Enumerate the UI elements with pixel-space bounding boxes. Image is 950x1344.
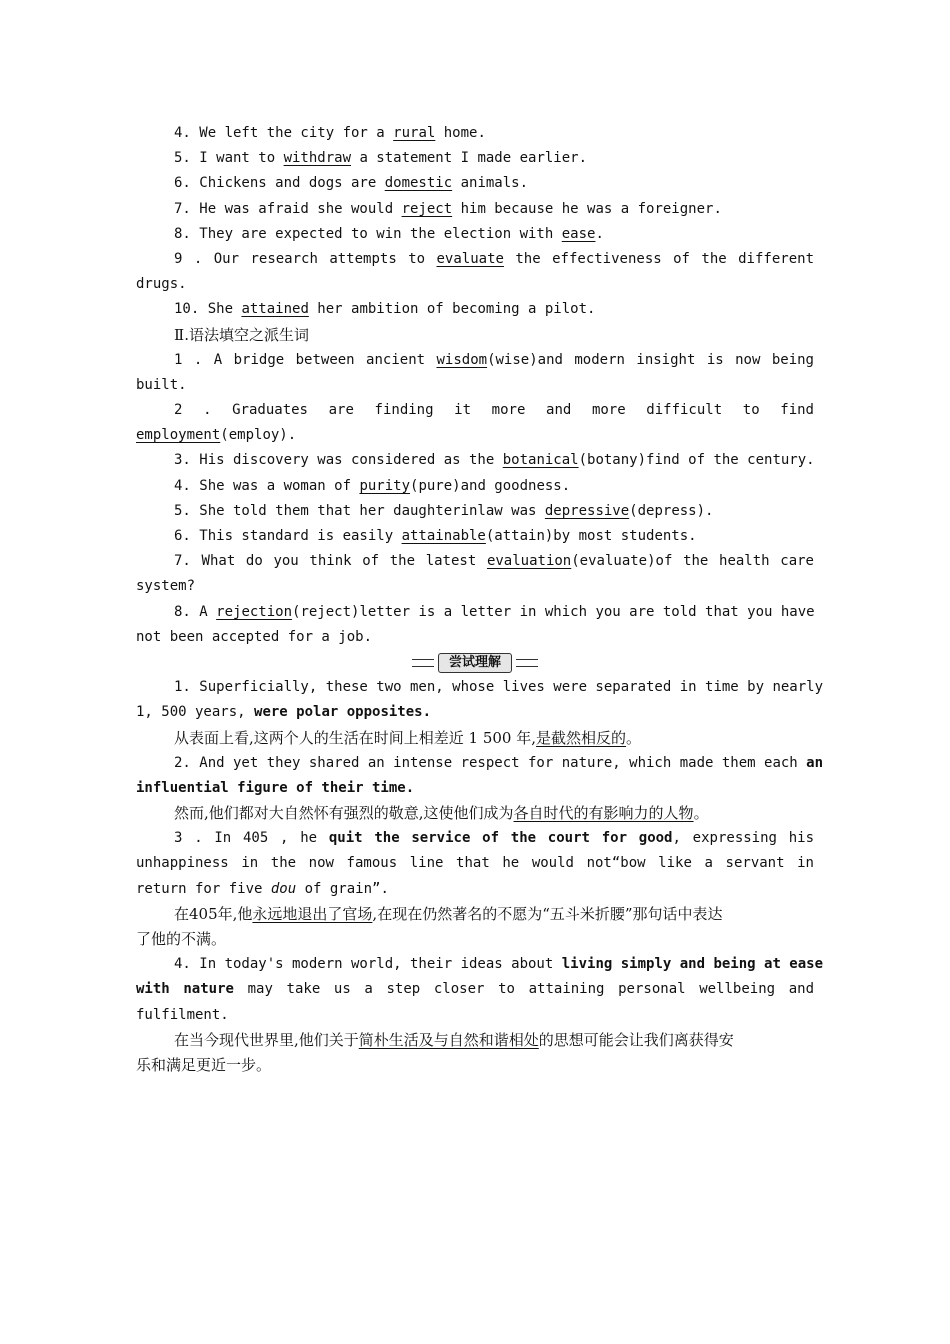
grammar-item: 7. What do you think of the latest evaluation(evaluate)of the health care [174, 553, 814, 570]
section-heading: Ⅱ.语法填空之派生词 [174, 325, 309, 344]
answer: attained [241, 301, 309, 318]
document-page [136, 121, 824, 1078]
vocab-item: 8. They are expected to win the election with ease. [174, 225, 604, 242]
answer: domestic [384, 175, 453, 192]
section-banner [136, 650, 814, 675]
sentence-line: 1, 500 years, were polar opposites. [136, 704, 432, 721]
answer: employment [136, 427, 221, 444]
translation-line: 在当今现代世界里,他们关于简朴生活及与自然和谐相处的思想可能会让我们离获得安 [174, 1030, 734, 1049]
grammar-item: 8. A rejection(reject)letter is a letter in which you are told that you have [174, 603, 815, 620]
vocab-item: 7. He was afraid she would reject him because he was a foreigner. [174, 200, 722, 217]
banner-label: 尝试理解 [438, 653, 512, 673]
grammar-item-continuation: built. [136, 376, 187, 393]
answer: evaluate [436, 250, 504, 267]
translation-line: 了他的不满。 [136, 930, 227, 948]
grammar-item: 1 . A bridge between ancient wisdom(wise)and modern insight is now being [174, 351, 814, 368]
sentence-line: 1. Superficially, these two men, whose lives were separated in time by nearly [174, 679, 824, 696]
answer: botanical [502, 452, 579, 469]
translation-line: 从表面上看,这两个人的生活在时间上相差近 1 500 年,是截然相反的。 [174, 728, 642, 747]
grammar-item: 3. His discovery was considered as the botanical(botany)find of the century. [174, 452, 815, 469]
answer: attainable [401, 528, 486, 544]
vocab-item: 10. She attained her ambition of becoming a pilot. [174, 301, 596, 318]
sentence-line: 2. And yet they shared an intense respect for nature, which made them each an [174, 754, 824, 771]
sentence-line: unhappiness in the now famous line that he would not“bow like a servant in [136, 855, 814, 872]
vocab-item: 9 . Our research attempts to evaluate the effectiveness of the different [174, 250, 814, 267]
answer: rejection [216, 603, 293, 620]
translation-line: 在405年,他永远地退出了官场,在现在仍然著名的不愿为“五斗米折腰”那句话中表达 [174, 904, 723, 923]
grammar-item-continuation: not been accepted for a job. [136, 628, 373, 645]
translation-line: 乐和满足更近一步。 [136, 1055, 272, 1074]
sentence-line: with nature may take us a step closer to attaining personal wellbeing and [136, 981, 814, 998]
sentence-line: influential figure of their time. [136, 779, 415, 796]
answer: ease [561, 225, 596, 242]
vocab-item: 4. We left the city for a rural home. [174, 125, 486, 141]
answer: withdraw [283, 150, 352, 167]
sentence-line: return for five dou of grain”. [136, 880, 389, 897]
vocab-item-continuation: drugs. [136, 276, 187, 293]
vocab-item: 6. Chickens and dogs are domestic animals. [174, 175, 529, 192]
answer: reject [401, 200, 453, 217]
sentence-line: fulfilment. [136, 1006, 229, 1023]
answer: rural [393, 125, 436, 141]
grammar-item-continuation: employment(employ). [136, 427, 297, 444]
grammar-item: 4. She was a woman of purity(pure)and goodness. [174, 477, 571, 494]
grammar-item: 2 . Graduates are finding it more and more difficult to find [174, 402, 814, 419]
banner-decoration [516, 659, 538, 667]
grammar-item-continuation: system? [136, 578, 196, 595]
sentence-line: 3 . In 405 , he quit the service of the court for good, expressing his [174, 830, 815, 847]
sentence-line: 4. In today's modern world, their ideas about living simply and being at ease [174, 956, 824, 973]
answer: wisdom [436, 351, 488, 368]
grammar-item: 6. This standard is easily attainable(attain)by most students. [174, 528, 697, 544]
translation-line: 然而,他们都对大自然怀有强烈的敬意,这使他们成为各自时代的有影响力的人物。 [174, 804, 709, 823]
vocab-item: 5. I want to withdraw a statement I made earlier. [174, 150, 588, 167]
answer: purity [359, 477, 411, 494]
grammar-item: 5. She told them that her daughterinlaw was depressive(depress). [174, 502, 714, 519]
banner-decoration [412, 659, 434, 667]
answer: depressive [544, 502, 630, 519]
answer: evaluation [486, 553, 572, 570]
